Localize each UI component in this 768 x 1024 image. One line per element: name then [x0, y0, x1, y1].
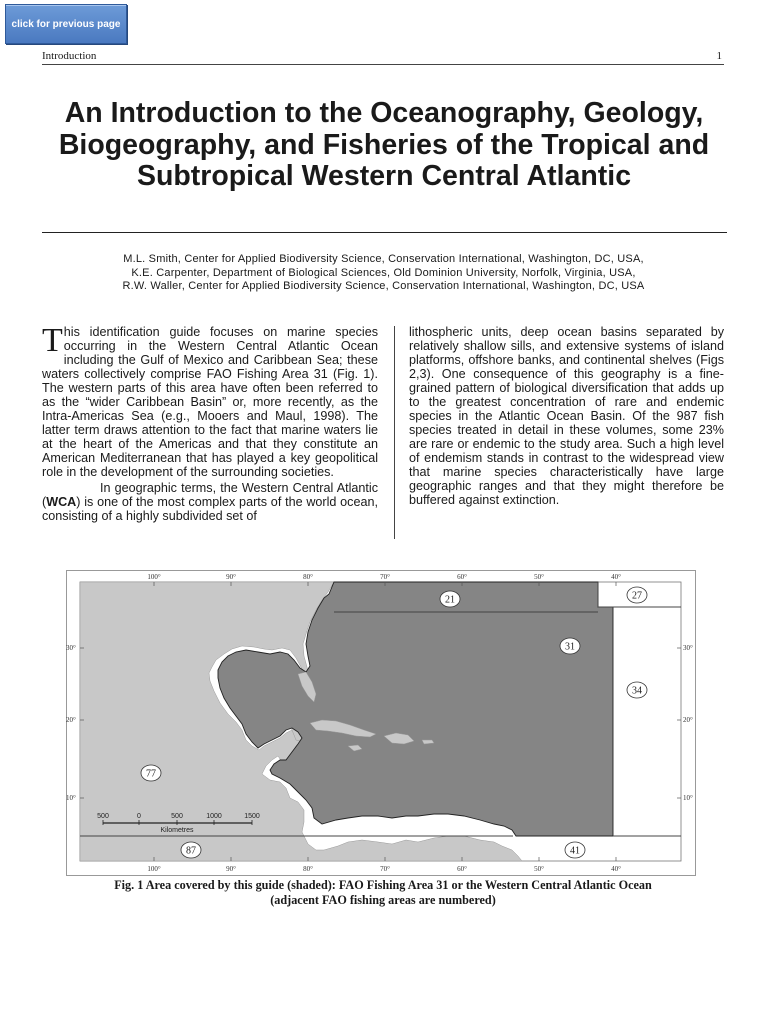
area-21-label: 21 [445, 594, 455, 606]
running-header [42, 50, 724, 65]
paragraph-2-text-a: In geographic terms, the Western Central Atlantic ( [42, 481, 378, 509]
lon-label-40-bottom: 40° [611, 865, 621, 873]
lon-label-100-bottom: 100° [147, 865, 161, 873]
fao-area-map [66, 570, 696, 876]
lat-label-20-right: 20° [683, 716, 693, 724]
lat-label-10-left: 10° [66, 794, 76, 802]
paragraph-2-text-b: ) is one of the most complex parts of the world ocean, consisting of a highly subdivided set of [42, 495, 378, 523]
author-line: R.W. Waller, Center for Applied Biodiversity Science, Conservation International, Washington, DC, USA [122, 280, 645, 292]
lon-label-100: 100° [147, 573, 161, 581]
lon-label-60: 60° [457, 573, 467, 581]
previous-page-button[interactable]: click for previous page [5, 4, 127, 44]
author-line: M.L. Smith, Center for Applied Biodiversity Science, Conservation International, Washington, DC, USA, [123, 253, 644, 265]
paragraph-1 [42, 322, 378, 479]
title-divider [42, 232, 727, 233]
lon-label-50-bottom: 50° [534, 865, 544, 873]
lon-label-80-bottom: 80° [303, 865, 313, 873]
drop-cap: T [42, 322, 63, 359]
area-77-label: 77 [146, 768, 156, 780]
author-line: K.E. Carpenter, Department of Biological Sciences, Old Dominion University, Norfolk, Virginia, USA, [131, 266, 636, 279]
column-divider [394, 326, 395, 539]
area-31-label: 31 [565, 641, 575, 653]
lon-label-90-bottom: 90° [226, 865, 236, 873]
paragraph-2 [42, 481, 378, 523]
area-34-label: 34 [632, 685, 642, 697]
article-title: An Introduction to the Oceanography, Geology, Biogeography, and Fisheries of the Tropical and Subtropical Western Central Atlantic [58, 97, 710, 192]
caption-line-2: (adjacent FAO fishing areas are numbered) [270, 893, 496, 907]
header-page-number: 1 [716, 50, 722, 62]
wca-abbrev: WCA [46, 495, 77, 509]
lon-label-70-bottom: 70° [380, 865, 390, 873]
area-87-label: 87 [186, 845, 196, 857]
lon-label-40: 40° [611, 573, 621, 581]
body-column-right [409, 325, 724, 507]
lon-label-80: 80° [303, 573, 313, 581]
area-27-label: 27 [632, 590, 642, 602]
scale-tick-0: 0 [137, 813, 141, 820]
lat-label-20-left: 20° [66, 716, 76, 724]
scale-tick-1000: 1000 [206, 813, 222, 820]
header-section: Introduction [42, 50, 97, 62]
scale-tick-500: 500 [171, 813, 183, 820]
lon-label-50: 50° [534, 573, 544, 581]
paragraph-3: lithospheric units, deep ocean basins separated by relatively shallow sills, and extensive systems of island platforms, offshore banks, and continental shelves (Figs 2,3). One consequence of this geography is a fine-grained pattern of biological diversification that adds up to the greatest concentration of rare and endemic species in the Atlantic Ocean Basin. Of the 987 fish species treated in detail in these volumes, some 23% are rare or endemic to the study area. Such a high level of endemism stands in contrast to the widespread view that marine species characteristically have large geographic ranges and that they might therefore be buffered against extinction. [409, 325, 724, 507]
lon-label-90: 90° [226, 573, 236, 581]
lon-label-60-bottom: 60° [457, 865, 467, 873]
figure-caption [42, 878, 724, 908]
lat-label-10-right: 10° [683, 794, 693, 802]
area-41-label: 41 [570, 845, 580, 857]
caption-line-1: Fig. 1 Area covered by this guide (shaded): FAO Fishing Area 31 or the Western Central Atlantic Ocean [114, 878, 652, 892]
author-list [42, 253, 725, 294]
puerto-rico-island-overlay [422, 740, 434, 744]
lon-label-70: 70° [380, 573, 390, 581]
scale-tick-1500: 1500 [244, 813, 260, 820]
lat-label-30-left: 30° [66, 644, 76, 652]
body-column-left [42, 322, 378, 523]
scale-tick-500-left: 500 [97, 813, 109, 820]
scale-unit: Kilometres [160, 827, 194, 834]
paragraph-1-text: his identification guide focuses on marine species occurring in the Western Central Atlantic Ocean including the Gulf of Mexico and Caribbean Sea; these waters collectively comprise FAO Fishing Area 31 (Fig. 1). The western parts of this area have often been referred to as the “wider Caribbean Basin” or, more recently, as the Intra-Americas Sea (e.g., Mooers and Maul, 1998). The latter term draws attention to the fact that marine waters lie at the heart of the Americas and that they constitute an American Mediterranean that has played a key geopolitical role in the development of the surrounding societies. [42, 325, 378, 479]
lat-label-30-right: 30° [683, 644, 693, 652]
